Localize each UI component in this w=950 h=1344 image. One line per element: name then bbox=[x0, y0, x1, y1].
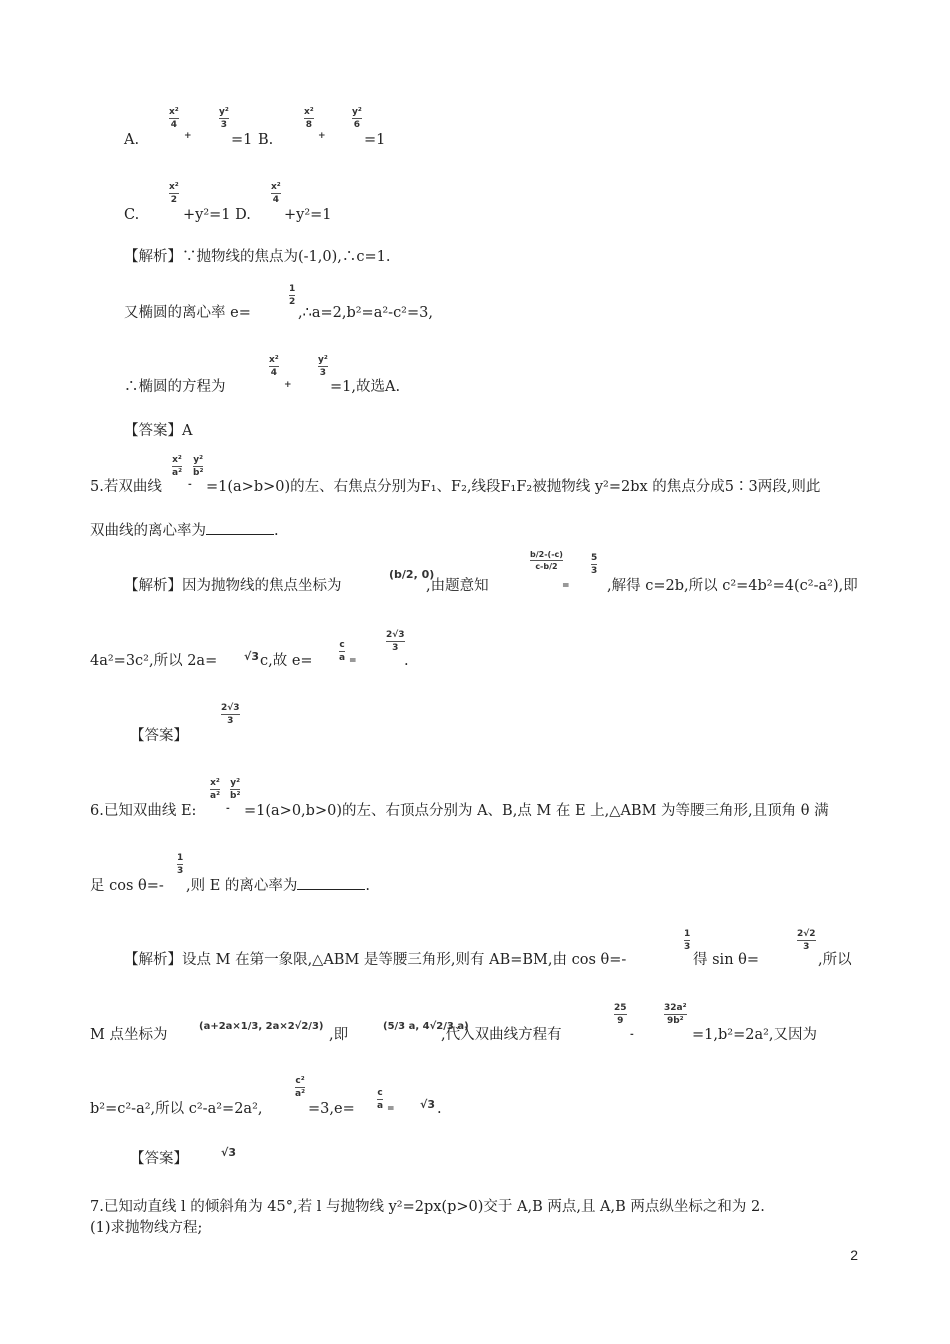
option-b-equals: =1 bbox=[364, 132, 386, 148]
q5-question-end: =1(a>b>0)的左、右焦点分别为F₁、F₂,线段F₁F₂被抛物线 y²=2bx 的焦点分成5∶3两段,则此 bbox=[206, 479, 821, 495]
option-a-fraction-y: y² 3 bbox=[219, 107, 229, 130]
q5-answer-blank[interactable] bbox=[206, 522, 274, 535]
q5-ratio-equals: = bbox=[562, 581, 570, 591]
q5-e-equals: = bbox=[349, 656, 357, 666]
q6-point-m-simplified: (5/3 a, 4√2/3 a) bbox=[383, 1021, 469, 1032]
q6-solution-line3-end: . bbox=[437, 1101, 442, 1117]
q5-focus-point: (b/2, 0) bbox=[389, 568, 435, 581]
q6-sqrt3: √3 bbox=[420, 1098, 435, 1111]
q5-c-over-a: c a bbox=[339, 640, 346, 663]
q6-answer-blank[interactable] bbox=[297, 877, 365, 890]
q6-c-over-a: c a bbox=[377, 1088, 384, 1111]
q6-minus: - bbox=[226, 804, 230, 814]
q4-solution-line3-end: =1,故选A. bbox=[330, 379, 401, 395]
q4-solution-line3-start: ∴椭圆的方程为 bbox=[124, 379, 226, 395]
q4-solution-line2-start: 又椭圆的离心率 e= bbox=[124, 305, 251, 321]
option-d-fraction-x: x² 4 bbox=[271, 182, 281, 205]
q5-answer-value: 2√3 3 bbox=[221, 703, 240, 726]
q6-answer-value: √3 bbox=[221, 1146, 236, 1159]
q6-question-end: =1(a>0,b>0)的左、右顶点分别为 A、B,点 M 在 E 上,△ABM 为等腰三角形,且顶角 θ 满 bbox=[244, 803, 829, 819]
q5-solution-line2-start: 4a²=3c²,所以 2a= bbox=[90, 653, 218, 669]
q5-ratio-fraction: b/2-(-c) c-b/2 bbox=[530, 550, 563, 571]
q5-solution-start: 【解析】因为抛物线的焦点坐标为 bbox=[124, 578, 342, 594]
q6-e-equals: = bbox=[387, 1104, 395, 1114]
q6-sin-value: 2√2 3 bbox=[797, 929, 816, 952]
q5-result-fraction: 2√3 3 bbox=[386, 630, 405, 653]
q6-solution-minus: - bbox=[630, 1030, 634, 1040]
q5-minus: - bbox=[188, 480, 192, 490]
q7-question-line2: (1)求抛物线方程; bbox=[90, 1220, 203, 1236]
q6-solution-end: ,所以 bbox=[818, 952, 852, 968]
q5-sqrt3: √3 bbox=[244, 650, 259, 663]
q6-question-line2-start: 足 cos θ=- bbox=[90, 878, 164, 894]
q5-five-thirds: 5 3 bbox=[591, 553, 598, 576]
q4-eccentricity-fraction: 1 2 bbox=[289, 284, 296, 307]
q4-ellipse-plus: + bbox=[284, 380, 292, 390]
q5-solution-end: ,解得 c=2b,所以 c²=4b²=4(c²-a²),即 bbox=[607, 578, 858, 594]
q6-question-line2: ,则 E 的离心率为 . bbox=[186, 878, 371, 894]
q6-solution-line3-mid: =3,e= bbox=[308, 1101, 355, 1117]
option-a-fraction-x: x² 4 bbox=[169, 107, 179, 130]
q6-solution-line2-mid2: ,代入双曲线方程有 bbox=[441, 1027, 562, 1043]
q6-point-m-expression: (a+2a×1/3, 2a×2√2/3) bbox=[199, 1021, 324, 1032]
q6-fraction-32a2-9b2: 32a² 9b² bbox=[664, 1003, 687, 1026]
option-b-label: B. bbox=[258, 132, 274, 148]
q6-solution-sin: 得 sin θ= bbox=[693, 952, 760, 968]
option-b-plus: + bbox=[318, 131, 326, 141]
page-number: 2 bbox=[850, 1247, 858, 1263]
q6-question-start: 6.已知双曲线 E: bbox=[90, 803, 197, 819]
option-a-plus: + bbox=[184, 131, 192, 141]
option-b-fraction-y: y² 6 bbox=[352, 107, 362, 130]
q6-fraction-25-9: 25 9 bbox=[614, 1003, 627, 1026]
q6-solution-line2-mid1: ,即 bbox=[329, 1027, 349, 1043]
q5-fraction-y: y² b² bbox=[193, 455, 204, 478]
q5-solution-line2-mid: c,故 e= bbox=[260, 653, 313, 669]
q6-solution-start: 【解析】设点 M 在第一象限,△ABM 是等腰三角形,则有 AB=BM,由 cos θ=- bbox=[124, 952, 627, 968]
q7-question-line1: 7.已知动直线 l 的倾斜角为 45°,若 l 与抛物线 y²=2px(p>0)交于 A,B 两点,且 A,B 两点纵坐标之和为 2. bbox=[90, 1199, 765, 1215]
option-c-fraction-x: x² 2 bbox=[169, 182, 179, 205]
q5-question-start: 5.若双曲线 bbox=[90, 479, 162, 495]
q5-solution-line2-end: . bbox=[404, 653, 409, 669]
q6-c2-over-a2: c² a² bbox=[295, 1076, 306, 1099]
q4-answer: 【答案】A bbox=[124, 423, 193, 439]
q6-cos-fraction: 1 3 bbox=[177, 853, 184, 876]
q5-fraction-x: x² a² bbox=[172, 455, 183, 478]
option-a-equals: =1 bbox=[231, 132, 253, 148]
q6-fraction-y: y² b² bbox=[230, 778, 241, 801]
q6-answer-label: 【答案】 bbox=[130, 1151, 188, 1167]
q4-solution-line1: 【解析】∵抛物线的焦点为(-1,0),∴c=1. bbox=[124, 249, 391, 265]
option-a-label: A. bbox=[124, 132, 140, 148]
q4-solution-line2-end: ,∴a=2,b²=a²-c²=3, bbox=[298, 305, 433, 321]
option-d-rest: +y²=1 bbox=[284, 207, 332, 223]
q5-answer-label: 【答案】 bbox=[130, 728, 188, 744]
q6-cos-value: 1 3 bbox=[684, 929, 691, 952]
option-c-label: C. bbox=[124, 207, 140, 223]
q6-fraction-x: x² a² bbox=[210, 778, 221, 801]
q6-solution-line2-start: M 点坐标为 bbox=[90, 1027, 168, 1043]
option-b-fraction-x: x² 8 bbox=[304, 107, 314, 130]
q6-solution-line3-start: b²=c²-a²,所以 c²-a²=2a², bbox=[90, 1101, 263, 1117]
q5-solution-mid: ,由题意知 bbox=[426, 578, 489, 594]
option-c-rest: +y²=1 D. bbox=[183, 207, 251, 223]
q6-solution-line2-end: =1,b²=2a²,又因为 bbox=[692, 1027, 818, 1043]
q4-ellipse-fraction-x: x² 4 bbox=[269, 355, 279, 378]
q4-ellipse-fraction-y: y² 3 bbox=[318, 355, 328, 378]
q5-question-line2: 双曲线的离心率为 . bbox=[90, 523, 279, 539]
